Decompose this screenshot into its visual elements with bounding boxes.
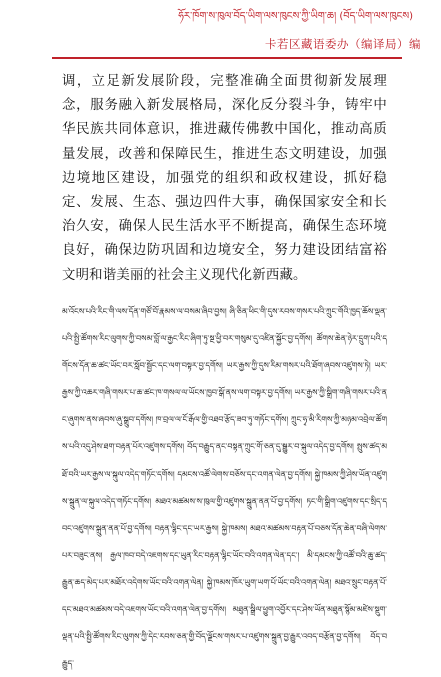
tibetan-paragraph: མ་འོངས་པའི་རིང་གི་ལས་དོན་གཙོ་བོ་རྣམས་ལ་བསམ་ཞིབ་བྱས། ཞི་ཅིན་ཕིང་གི་དུས་རབས་གསར་པའི་ཀྲུང་གོའི་ཁྱད་ཆོས་ལྡན་པའི་སྤྱི་ཚོགས་རིང་ལུགས་ཀྱི་བསམ་བློ་ལ་རྒྱང་རིང་ཞིག་ཏུ་སྔ་ཕྱི་བར་གསུམ་དུ་འཛིན་སྐྱོང་བྱ་དགོས། ཚོགས་ཆེན་ཉེར་དྲུག་པའི་དགོངས་དོན་ཆ་ཚང་ཡོང་བར་སློབ་སྦྱོང་དང་ལག་བསྟར་བྱ་དགོས། ཡར་རྒྱས་ཀྱི་དུས་རིམ་གསར་པའི་ཐོག་ཞབས་འཛུགས་ཏེ། ཡར་རྒྱས་ཀྱི་འཆར་གཞི་གསར་པ་ཆ་ཚང་ཁ་གསལ་ལ་ཡོངས་ཁྱབ་སྒོ་ནས་ལག་བསྟར་བྱ་དགོས། ཡར་རྒྱས་ཀྱི་སྒྲིག་གཞི་གསར་པའི་ནང་ཞུགས་ནས་ཞབས་ཞུ་སྒྲུབ་དགོས། ཁ་བྲལ་ལ་ངོ་རྒོལ་གྱི་འཐབ་རྩོད་ཟབ་ཏུ་གཏོང་དགོས། ཀྲུང་ཧྭ་མི་རིགས་ཀྱི་མཉམ་འབྲེལ་ཚོགས་པའི་འདུ་ཤེས་ཐག་བརྟན་པོར་འཛུགས་དགོས། བོད་བརྒྱུད་ནང་བསྟན་ཀྲུང་གོ་ཅན་དུ་སྒྱུར་བ་སྐུལ་འདེད་བྱ་དགོས། སྤུས་ཚད་མཐོ་བའི་ཡར་རྒྱས་ལ་སྐུལ་འདེད་གཏོང་དགོས། དམངས་འཚོ་ལེགས་བཅོས་དང་འགན་ལེན་བྱ་དགོས། སྐྱེ་ཁམས་ཀྱི་ཤེས་ཡོན་འཛུགས་སྐྲུན་ལ་སྐུལ་འདེད་གཏོང་དགོས། མཐའ་མཚམས་ས་ཁུལ་གྱི་འཛུགས་སྐྲུན་ནན་པོ་བྱ་དགོས། ཏང་གི་སྒྲིག་འཛུགས་དང་སྲིད་དབང་འཛུགས་སྐྲུན་ནན་པོ་བྱ་དགོས། བརྟན་ལྷིང་དང་ཡར་རྒྱས། སྐྱེ་ཁམས། མཐའ་མཚམས་བརྟན་པོ་བཅས་དོན་ཆེན་བཞི་ལེགས་པར་བཟུང་ནས། རྒྱལ་ཁབ་བདེ་འཇགས་དང་ཡུན་རིང་བརྟན་ལྷིང་ཡོང་བའི་འགན་ལེན་དང་། མི་དམངས་ཀྱི་འཚོ་བའི་ཆུ་ཚད་རྒྱུན་ཆད་མེད་པར་མཐོར་འདེགས་ཡོང་བའི་འགན་ལེན། སྐྱེ་ཁམས་ཁོར་ཡུག་ཡག་པོ་ཡོང་བའི་འགན་ལེན། མཐའ་སྲུང་བརྟན་པོ་དང་མཐའ་མཚམས་བདེ་འཇགས་ཡོང་བའི་འགན་ལེན་བྱ་དགོས། མཐུན་སྒྲིལ་ཕྱུག་འབྱོར་དང་ཤེས་ཡོན་མཐུན་སྙོམ་མཛེས་སྡུག་ལྡན་པའི་སྤྱི་ཚོགས་རིང་ལུགས་ཀྱི་དེང་རབས་ཅན་གྱི་བོད་ལྗོངས་གསར་པ་འཛུགས་སྐྲུན་བྱ་རྒྱུར་འབད་བརྩོན་བྱ་དགོས། བོད་བརྒྱུད་ bbox=[62, 307, 387, 669]
chinese-header-text: 卡若区藏语委办（编译局）编 bbox=[265, 37, 421, 51]
header-divider bbox=[52, 57, 402, 59]
page-header bbox=[0, 0, 441, 62]
chinese-paragraph: 调，立足新发展阶段，完整准确全面贯彻新发展理念，服务融入新发展格局，深化反分裂斗争，铸牢中华民族共同体意识，推进藏传佛教中国化，推动高质量发展，改善和保障民生，推进生态文明建设，加强边境地区建设，加强党的组织和政权建设，抓好稳定、发展、生态、强边四件大事，确保国家安全和长治久安，确保人民生活水平不断提高，确保生态环境良好，确保边防巩固和边境安全，努力建设团结富裕文明和谐美丽的社会主义现代化新西藏。 bbox=[62, 74, 387, 283]
tibetan-header-text: ཧོར་ཁོག་ས་ཁུལ་བོད་ཡིག་ལས་ཁུངས་ཀྱི་ཡིག་ཆ། (བོད་ཡིག་ལས་ཁུངས) bbox=[178, 11, 413, 22]
